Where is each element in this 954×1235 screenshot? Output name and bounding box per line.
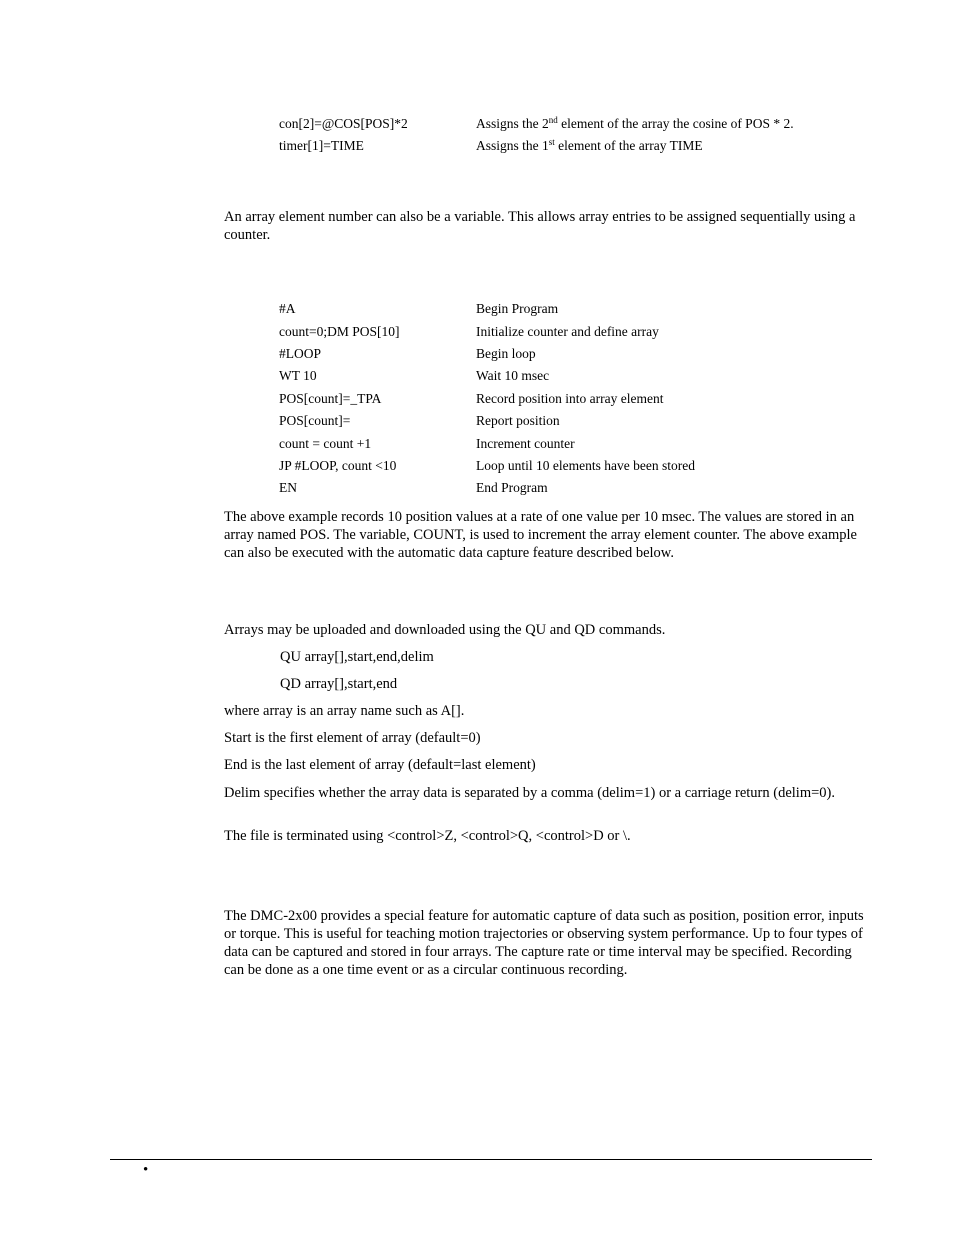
line-file-terminated: The file is terminated using <control>Z, <control>Q, <control>D or \. [224, 828, 631, 844]
listing-desc: Begin Program [476, 301, 559, 316]
footer-rule [110, 1159, 872, 1160]
listing-code: JP #LOOP, count <10 [279, 458, 397, 473]
listing-desc: Report position [476, 413, 560, 428]
line-end-definition: End is the last element of array (default=last element) [224, 757, 536, 773]
listing-desc: Record position into array element [476, 391, 664, 406]
command-qu: QU array[],start,end,delim [280, 649, 434, 665]
paragraph-upload-download: Arrays may be uploaded and downloaded using the QU and QD commands. [224, 622, 666, 638]
footer-bullet: • [143, 1162, 149, 1178]
line-start-definition: Start is the first element of array (default=0) [224, 730, 481, 746]
command-qd: QD array[],start,end [280, 676, 398, 692]
line-where-array: where array is an array name such as A[]. [224, 703, 465, 719]
example-desc-1: Assigns the 2nd element of the array the cosine of POS * 2. [476, 115, 794, 131]
listing-desc: Begin loop [476, 346, 536, 361]
listing-code: WT 10 [279, 368, 317, 383]
listing-desc: Loop until 10 elements have been stored [476, 458, 695, 473]
paragraph-variable-index: An array element number can also be a variable. This allows array entries to be assigned sequentially using a counter. [224, 209, 856, 243]
paragraph-delim-definition: Delim specifies whether the array data is separated by a comma (delim=1) or a carriage return (delim=0). [224, 785, 835, 801]
listing-desc: Increment counter [476, 436, 575, 451]
listing-code: count=0;DM POS[10] [279, 324, 400, 339]
paragraph-data-capture: The DMC-2x00 provides a special feature for automatic capture of data such as position, position error, inputs or torque. This is useful for teaching motion trajectories or observing system performance. Up to four types of data can be captured and stored in four arrays. The capture rate or time interval may be specified. Recording can be done as a one time event or as a circular continuous recording. [224, 908, 864, 978]
listing-code: count = count +1 [279, 436, 372, 451]
listing-code: EN [279, 480, 297, 495]
listing-code: #A [279, 301, 296, 316]
listing-desc: Initialize counter and define array [476, 324, 659, 339]
listing-code: #LOOP [279, 346, 322, 361]
example-code-2: timer[1]=TIME [279, 138, 364, 153]
listing-code: POS[count]=_TPA [279, 391, 382, 406]
listing-code: POS[count]= [279, 413, 351, 428]
paragraph-example-explained: The above example records 10 position values at a rate of one value per 10 msec. The values are stored in an array named POS. The variable, COUNT, is used to increment the array element counter. The above example can also be executed with the automatic data capture feature described below. [224, 509, 857, 561]
example-desc-2: Assigns the 1st element of the array TIME [476, 137, 703, 153]
example-code-1: con[2]=@COS[POS]*2 [279, 116, 408, 131]
listing-desc: End Program [476, 480, 548, 495]
listing-desc: Wait 10 msec [476, 368, 550, 383]
